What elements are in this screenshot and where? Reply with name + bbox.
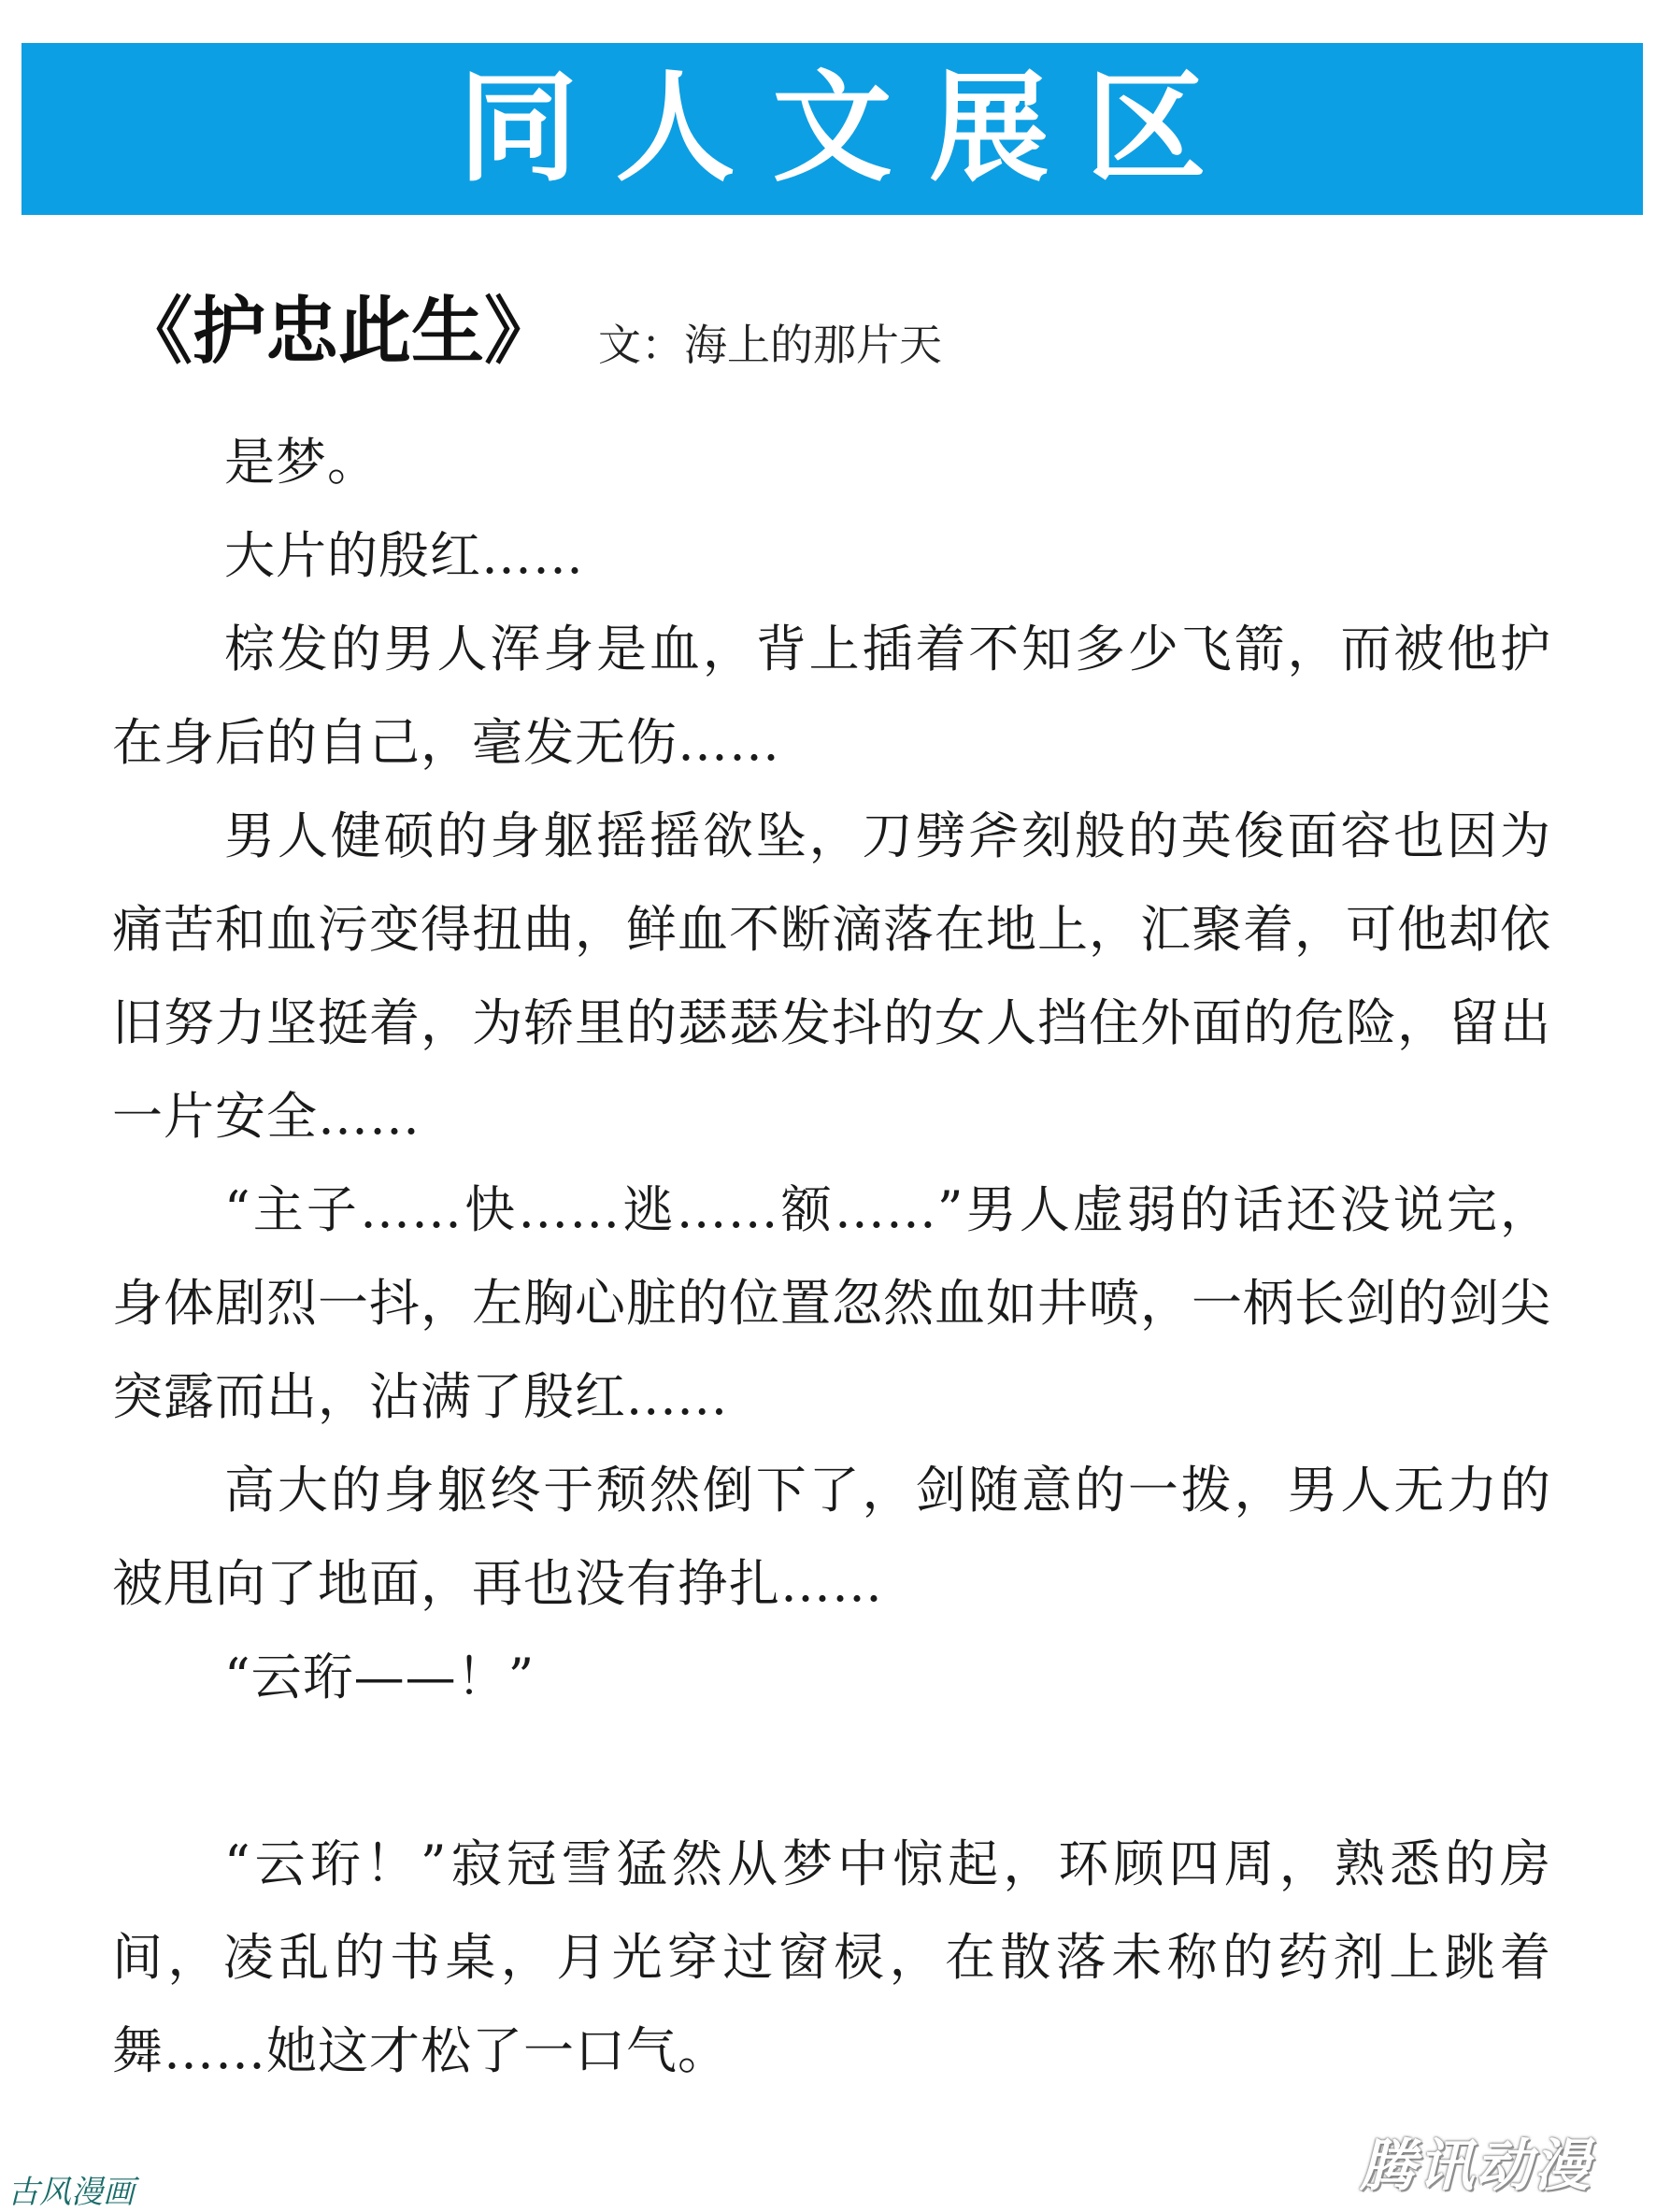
story-title: 《护忠此生》 bbox=[120, 289, 558, 374]
paragraph: 棕发的男人浑身是血，背上插着不知多少飞箭，而被他护在身后的自己，毫发无伤…… bbox=[112, 620, 1551, 772]
watermark-logo-right: 腾讯动漫 bbox=[1360, 2134, 1592, 2199]
watermark-logo-left: 古风漫画 bbox=[7, 2174, 135, 2211]
banner-title: 同人文展区 bbox=[458, 59, 1244, 198]
paragraph: “主子……快……逃……额……”男人虚弱的话还没说完，身体剧烈一抖，左胸心脏的位置忽然血如井喷，一柄长剑的剑尖突露而出，沾满了殷红...... bbox=[112, 1180, 1551, 1426]
paragraph: 大片的殷红…… bbox=[224, 526, 584, 585]
story-header bbox=[120, 280, 942, 383]
story-body bbox=[112, 416, 1551, 2098]
paragraph: 高大的身躯终于颓然倒下了，剑随意的一拨，男人无力的被甩向了地面，再也没有挣扎…… bbox=[112, 1461, 1551, 1613]
paragraph-gap bbox=[112, 1724, 1551, 1818]
paragraph: 男人健硕的身躯摇摇欲坠，刀劈斧刻般的英俊面容也因为痛苦和血污变得扭曲，鲜血不断滴落在地上，汇聚着，可他却依旧努力坚挺着，为轿里的瑟瑟发抖的女人挡住外面的危险，留出一片安全…… bbox=[112, 806, 1551, 1146]
paragraph: “云珩——！” bbox=[224, 1648, 535, 1706]
section-banner bbox=[21, 43, 1643, 215]
story-author: 文：海上的那片天 bbox=[598, 320, 943, 370]
paragraph: 是梦。 bbox=[224, 433, 378, 492]
paragraph: “云珩！”寂冠雪猛然从梦中惊起，环顾四周，熟悉的房间，凌乱的书桌，月光穿过窗棂，在散落未称的药剂上跳着舞……她这才松了一口气。 bbox=[112, 1834, 1551, 2080]
